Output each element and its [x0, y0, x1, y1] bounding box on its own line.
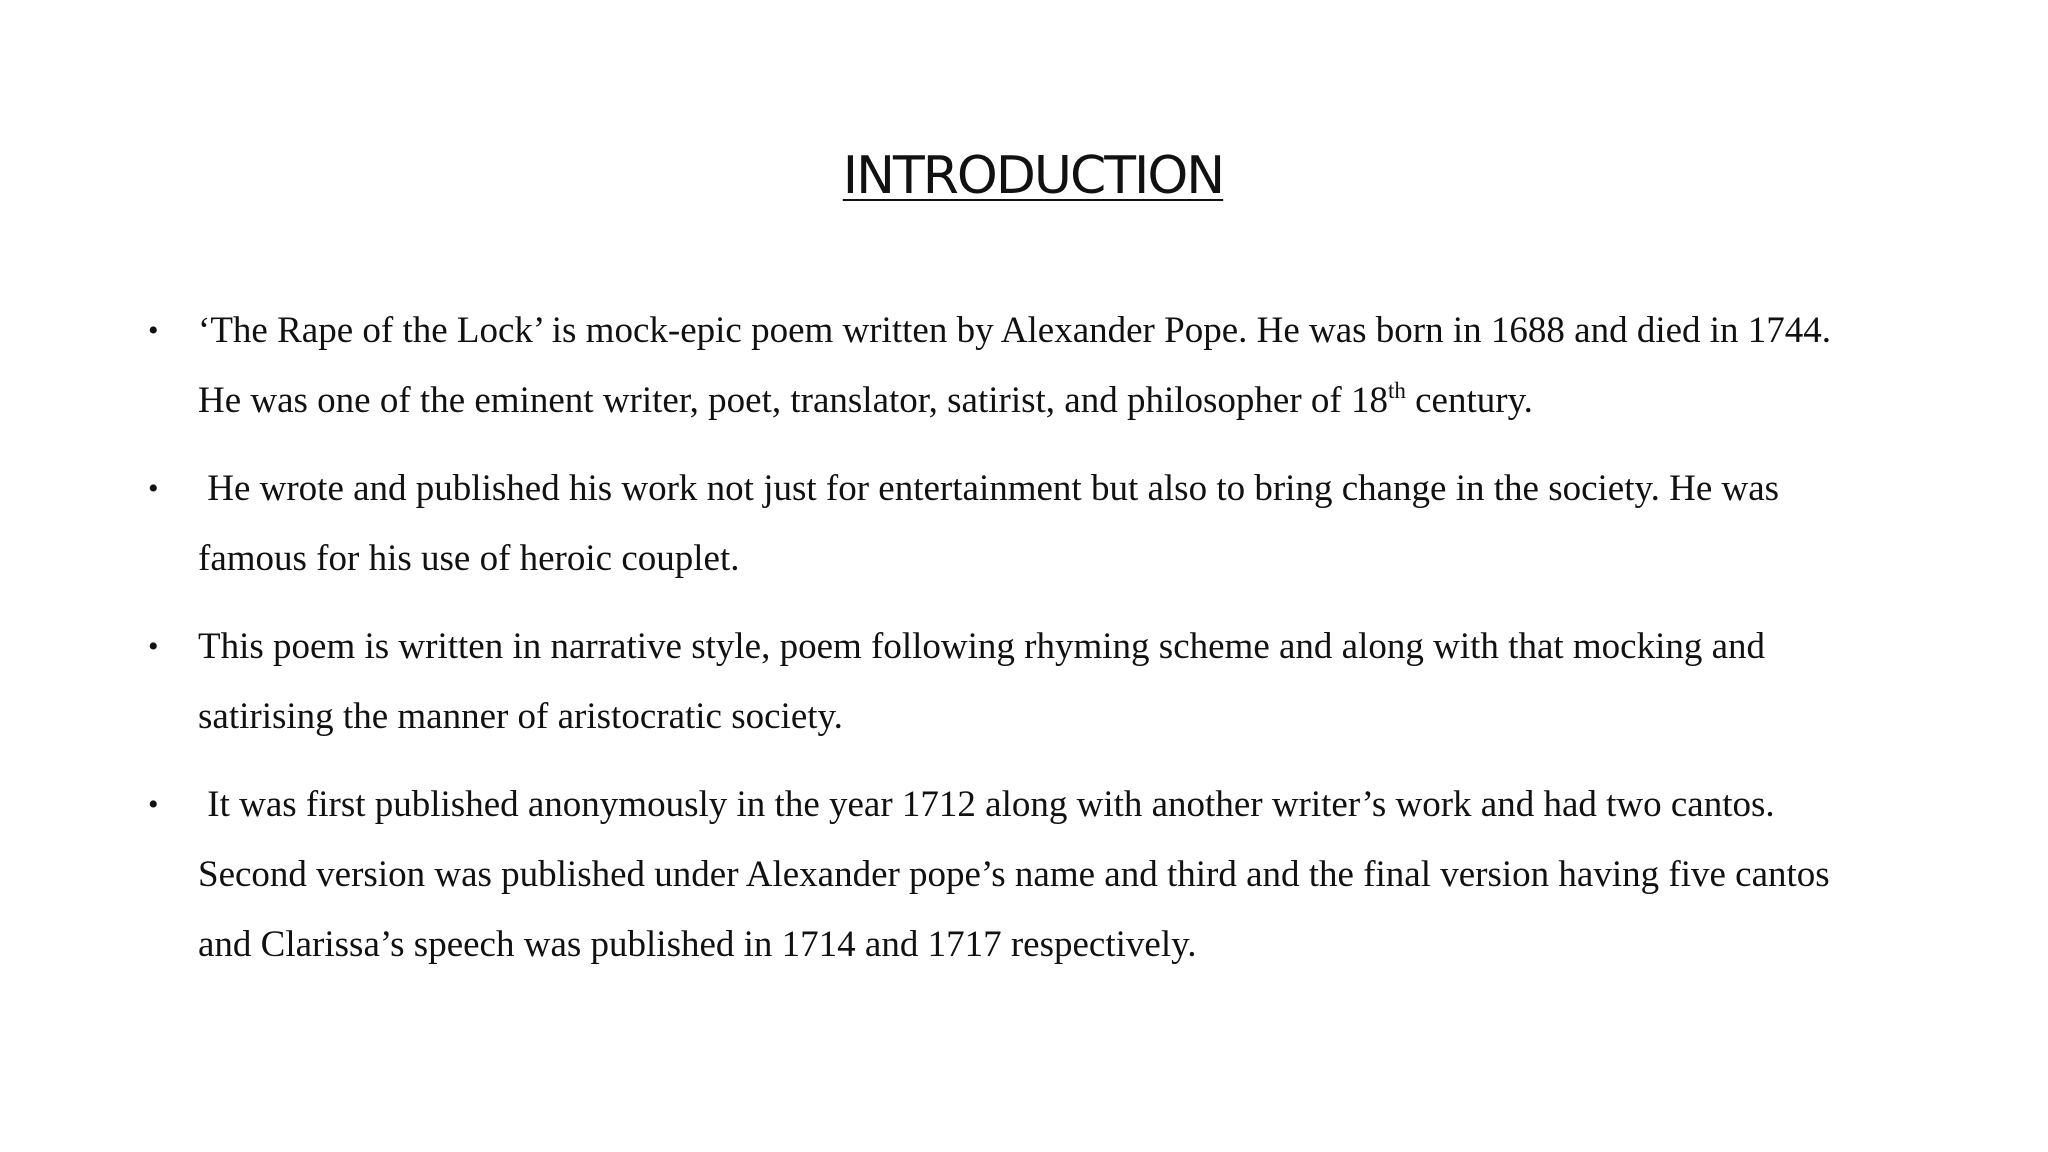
bullet-icon: • [148, 472, 159, 505]
bullet-line: famous for his use of heroic couplet. [198, 538, 740, 579]
slide-title [0, 146, 2048, 206]
bullet-line: It was first published anonymously in the year 1712 along with another writer’s work and had two cantos. [198, 784, 1775, 825]
bullet-line: and Clarissa’s speech was published in 1714 and 1717 respectively. [198, 924, 1197, 965]
bullet-item [148, 612, 1918, 752]
bullet-text: He was one of the eminent writer, poet, translator, satirist, and philosopher of 18 [198, 380, 1388, 421]
bullet-line: This poem is written in narrative style, poem following rhyming scheme and along with that mocking and [198, 626, 1766, 667]
bullet-text: century. [1405, 380, 1533, 421]
bullet-icon: • [148, 630, 159, 663]
superscript: th [1387, 378, 1406, 403]
bullet-line: satirising the manner of aristocratic society. [198, 696, 843, 737]
bullet-line: He wrote and published his work not just for entertainment but also to bring change in the society. He was [198, 468, 1780, 509]
bullet-icon: • [148, 314, 159, 347]
bullet-icon: • [148, 788, 159, 821]
bullet-item [148, 454, 1918, 594]
bullet-line: Second version was published under Alexander pope’s name and third and the final version having five cantos [198, 854, 1830, 895]
bullet-item [148, 770, 1918, 980]
bullet-item [148, 296, 1918, 436]
bullet-line [198, 366, 1918, 436]
slide-title-text: INTRODUCTION [842, 146, 1224, 206]
bullet-line: ‘The Rape of the Lock’ is mock-epic poem written by Alexander Pope. He was born in 1688 and died in 1744. [198, 310, 1832, 351]
